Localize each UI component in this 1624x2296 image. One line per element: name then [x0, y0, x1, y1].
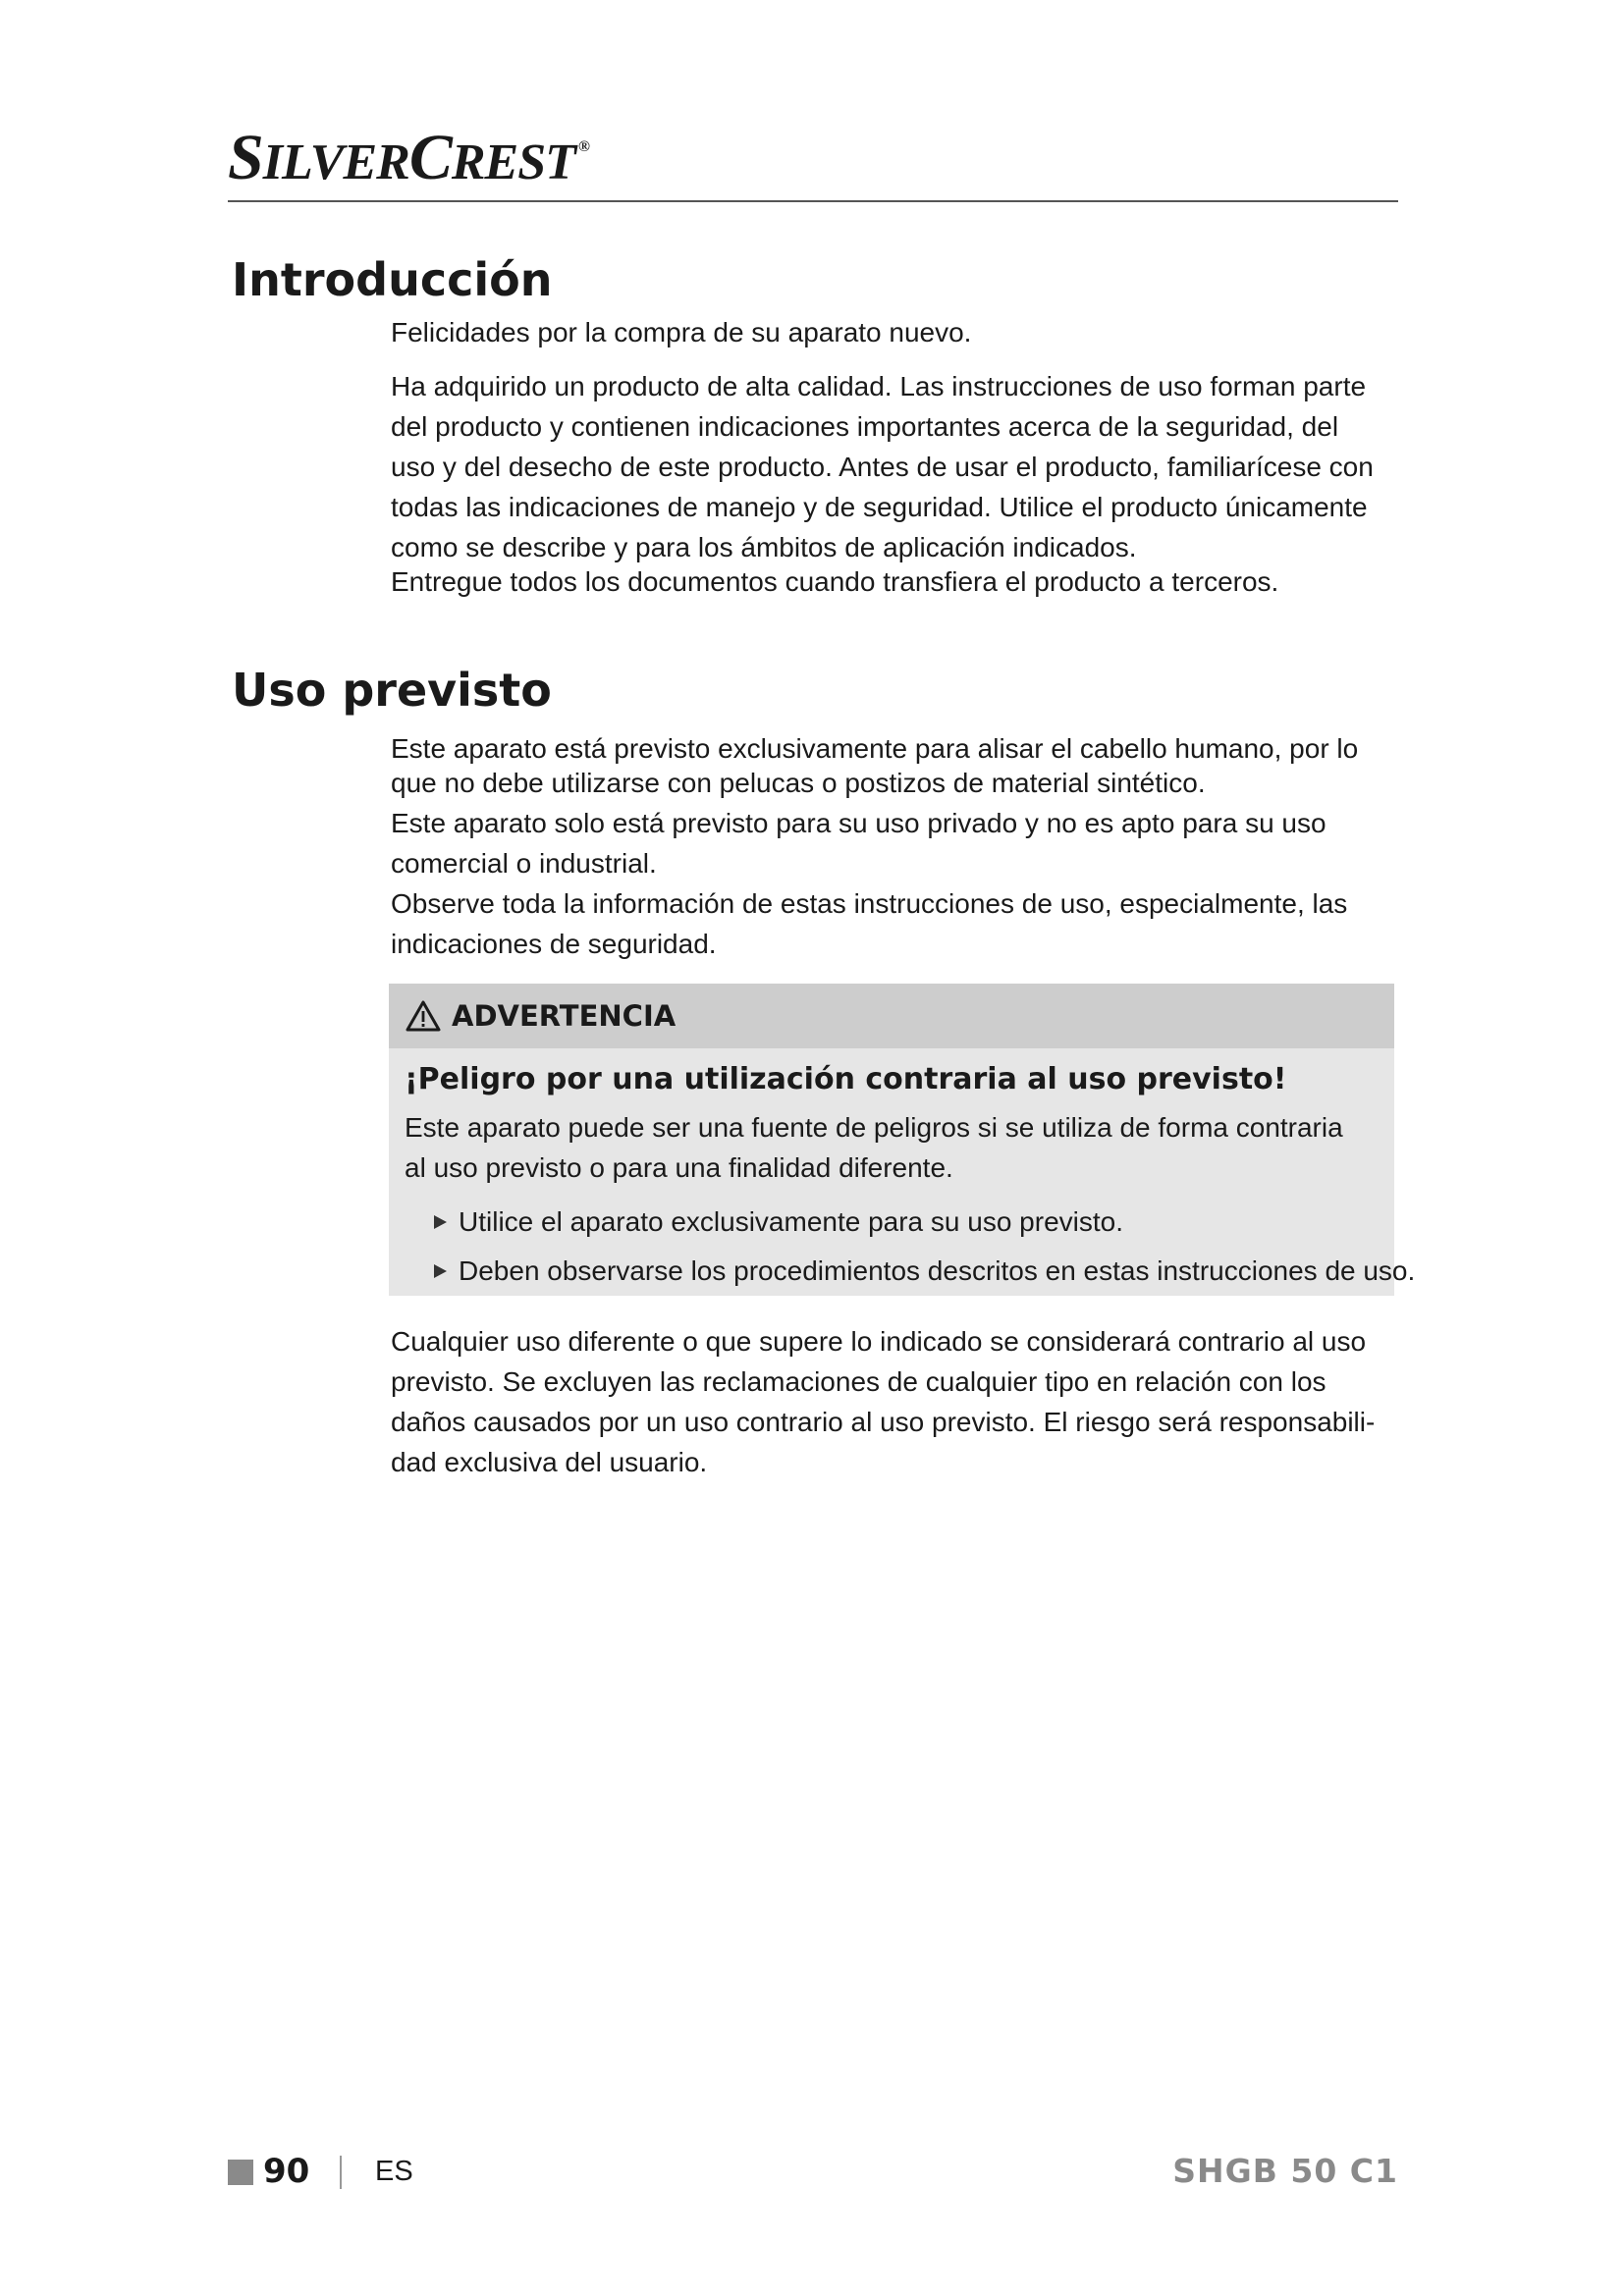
- warning-box: [389, 984, 1416, 1296]
- uso-line: comercial o industrial.: [391, 848, 657, 879]
- warning-body: [389, 1048, 1416, 1296]
- closing-line: previsto. Se excluyen las reclamaciones de cualquier tipo en relación con los: [391, 1366, 1326, 1397]
- arrow-bullet-icon: [434, 1264, 447, 1278]
- intro-line: Ha adquirido un producto de alta calidad. Las instrucciones de uso forman parte: [391, 371, 1367, 401]
- footer-divider: [340, 2156, 342, 2189]
- page-number: 90: [263, 2152, 310, 2191]
- intro-heading: Introducción: [232, 253, 553, 306]
- warning-header: [389, 984, 1394, 1048]
- registered-mark: ®: [577, 138, 589, 155]
- closing-line: dad exclusiva del usuario.: [391, 1447, 708, 1477]
- warning-line: Este aparato puede ser una fuente de peligros si se utiliza de forma contraria: [405, 1112, 1343, 1143]
- logo-text-rest: REST: [451, 134, 575, 190]
- list-item: [434, 1247, 1416, 1296]
- uso-line: Este aparato solo está previsto para su uso privado y no es apto para su uso: [391, 808, 1326, 838]
- closing-line: Cualquier uso diferente o que supere lo indicado se considerará contrario al uso: [391, 1326, 1367, 1357]
- intro-line: como se describe y para los ámbitos de aplicación indicados.: [391, 532, 1137, 562]
- warning-triangle-icon: [405, 999, 442, 1033]
- warning-list: [405, 1198, 1416, 1296]
- logo-text-ilver: ILVER: [262, 134, 409, 190]
- intro-line: Entregue todos los documentos cuando transfiera el producto a terceros.: [391, 566, 1279, 597]
- uso-line: Observe toda la información de estas instrucciones de uso, especialmente, las: [391, 888, 1348, 919]
- uso-heading: Uso previsto: [232, 664, 552, 717]
- uso-section: [391, 728, 1402, 964]
- uso-line: indicaciones de seguridad.: [391, 929, 717, 959]
- uso-line: Este aparato está previsto exclusivamente para alisar el cabello humano, por lo: [391, 733, 1359, 764]
- logo-letter-c: C: [408, 122, 452, 193]
- language-code: ES: [375, 2156, 413, 2187]
- logo-letter-s: S: [228, 122, 263, 193]
- warning-text: [405, 1107, 1379, 1188]
- brand-logo: [228, 122, 589, 193]
- warning-title: ADVERTENCIA: [452, 999, 677, 1033]
- footer-square-icon: [228, 2160, 253, 2185]
- list-item: [434, 1198, 1379, 1247]
- intro-line: Felicidades por la compra de su aparato nuevo.: [391, 317, 972, 347]
- intro-line: del producto y contienen indicaciones importantes acerca de la seguridad, del: [391, 411, 1339, 442]
- model-number: SHGB 50 C1: [1172, 2152, 1398, 2190]
- closing-section: [391, 1321, 1402, 1482]
- intro-line: todas las indicaciones de manejo y de seguridad. Utilice el producto únicamente: [391, 492, 1368, 522]
- intro-section: [391, 312, 1402, 602]
- header-rule: [228, 200, 1398, 202]
- warning-subtitle: ¡Peligro por una utilización contraria al uso previsto!: [405, 1062, 1287, 1096]
- list-item-text: Deben observarse los procedimientos descritos en estas instrucciones de uso.: [459, 1255, 1416, 1286]
- uso-line: que no debe utilizarse con pelucas o postizos de material sintético.: [391, 768, 1206, 798]
- arrow-bullet-icon: [434, 1215, 447, 1229]
- warning-line: al uso previsto o para una finalidad diferente.: [405, 1152, 953, 1183]
- list-item-text: Utilice el aparato exclusivamente para su uso previsto.: [459, 1206, 1124, 1237]
- intro-line: uso y del desecho de este producto. Antes de usar el producto, familiarícese con: [391, 452, 1374, 482]
- closing-line: daños causados por un uso contrario al uso previsto. El riesgo será responsabili-: [391, 1407, 1376, 1437]
- page-footer: [228, 2150, 1398, 2193]
